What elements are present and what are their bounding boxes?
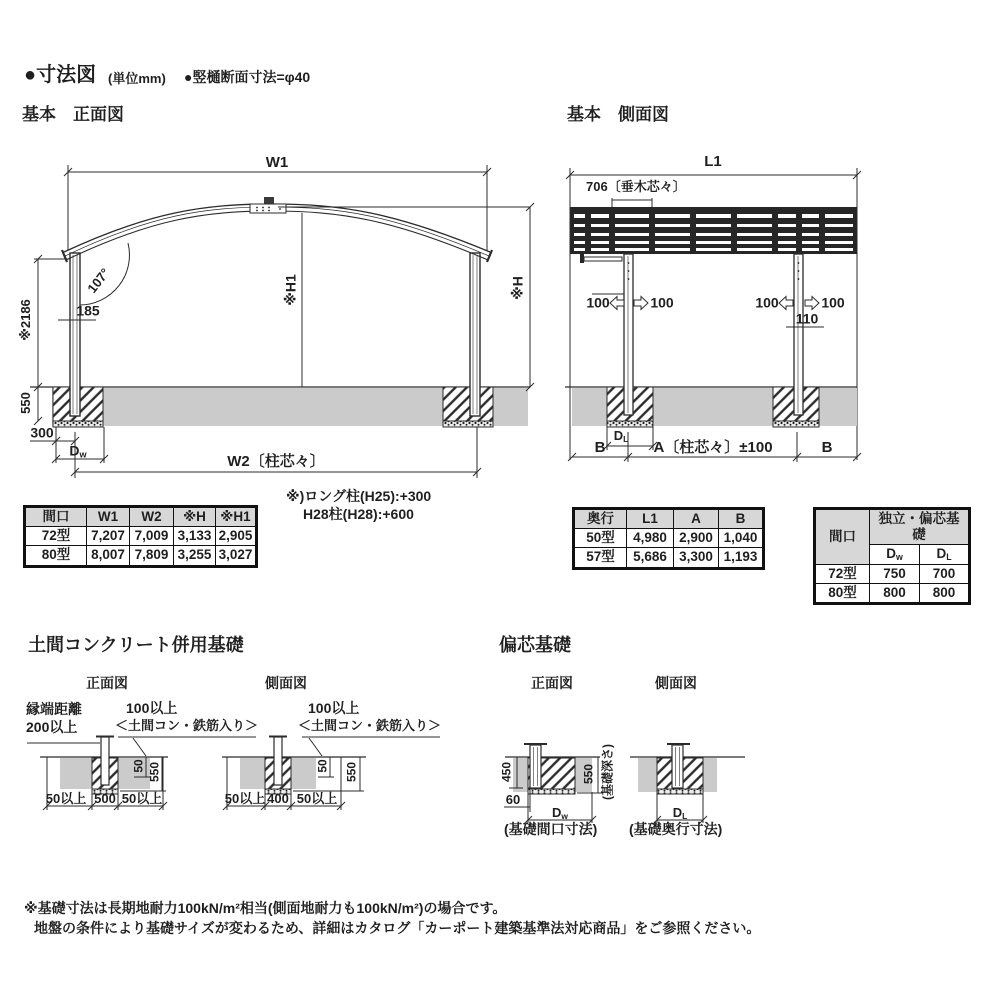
downpipe-note: ●竪樋断面寸法=φ40: [184, 69, 311, 85]
doma-front-bottom-left: 50以上: [45, 790, 87, 806]
ecc-side-caption: (基礎奥行寸法): [629, 821, 723, 837]
header-cell: 奥行: [574, 509, 627, 529]
data-cell: 50型: [574, 529, 627, 548]
dim-l1: L1: [704, 152, 722, 170]
data-cell: 5,686: [627, 548, 674, 568]
edge-distance-label-1: 縁端距離: [26, 701, 82, 717]
dim-a: A〔柱芯々〕±100: [653, 438, 773, 456]
dim-dw-front: Dw: [69, 442, 87, 460]
header-cell: ※H1: [216, 507, 257, 527]
dim-h: ※H: [509, 276, 526, 300]
dim-b-right: B: [821, 438, 833, 456]
doma-min100-front: 100以上: [126, 700, 178, 716]
data-cell: 700: [920, 564, 970, 583]
header-cell: 間口: [25, 507, 87, 527]
data-cell: 2,905: [216, 527, 257, 546]
data-cell: 4,980: [627, 529, 674, 548]
data-cell: 72型: [815, 564, 870, 583]
eccentric-section-title: 偏芯基礎: [499, 635, 571, 655]
doma-side-label: 側面図: [265, 675, 307, 691]
data-cell: 1,193: [719, 548, 764, 568]
doma-front-bottom-center: 500: [94, 790, 116, 806]
header-cell: W1: [87, 507, 130, 527]
data-cell: 80型: [25, 546, 87, 566]
footer-note-line-1: ※基礎寸法は長期地耐力100kN/m²相当(側面地耐力も100kN/m²)の場合です。: [24, 900, 507, 916]
header-cell: 間口: [815, 509, 870, 565]
dim-w2: W2〔柱芯々〕: [227, 452, 325, 470]
doma-min100-side: 100以上: [308, 700, 360, 716]
table-row: [815, 564, 970, 583]
depth-table: [572, 507, 765, 570]
data-cell: 57型: [574, 548, 627, 568]
dim-100-right-b: 100: [821, 294, 845, 311]
dim-110: 110: [795, 310, 819, 327]
doma-front-label: 正面図: [86, 675, 128, 691]
header-cell: B: [719, 509, 764, 529]
doma-rebar-note-side: ＜土間コン・鉄筋入り＞: [298, 718, 442, 733]
page-title: ●寸法図: [24, 64, 97, 86]
data-cell: 7,809: [130, 546, 174, 566]
table-header-row: [25, 507, 257, 527]
data-cell: 3,255: [174, 546, 216, 566]
header-cell: 独立・偏芯基礎: [870, 509, 970, 545]
doma-side-bottom-right: 50以上: [296, 790, 338, 806]
data-cell: 750: [870, 564, 920, 583]
data-cell: 3,133: [174, 527, 216, 546]
foundation-table: [813, 507, 971, 605]
front-view-title: 基本 正面図: [22, 105, 124, 124]
data-cell: 3,300: [674, 548, 719, 568]
data-cell: 72型: [25, 527, 87, 546]
data-cell: 8,007: [87, 546, 130, 566]
side-view-title: 基本 側面図: [567, 105, 669, 124]
dim-100-left-a: 100: [586, 294, 610, 311]
dim-rafter-pitch: 706〔垂木芯々〕: [586, 179, 686, 194]
data-cell: 800: [870, 583, 920, 603]
long-post-note-2: H28柱(H28):+600: [303, 506, 414, 522]
doma-dim-50-side: 50: [315, 759, 330, 773]
front-view-drawing: [30, 165, 534, 478]
ecc-depth-note: (基礎深さ): [600, 744, 615, 800]
data-cell: 3,027: [216, 546, 257, 566]
doma-section-title: 土間コンクリート併用基礎: [28, 635, 244, 655]
ecc-dim-60: 60: [505, 791, 521, 807]
aperture-table: [23, 505, 258, 568]
dim-2186: ※2186: [17, 299, 33, 341]
table-header-row: [574, 509, 764, 529]
dim-100-right-a: 100: [755, 294, 779, 311]
dim-dl-side: DL: [613, 427, 629, 444]
dim-b-left: B: [594, 438, 606, 456]
table-row: [25, 546, 257, 566]
dim-300: 300: [30, 424, 54, 441]
table-header-row: [815, 509, 970, 545]
dim-w1: W1: [265, 153, 289, 171]
data-cell: 2,900: [674, 529, 719, 548]
data-cell: 1,040: [719, 529, 764, 548]
subheader-cell: DL: [920, 545, 970, 564]
data-cell: 7,009: [130, 527, 174, 546]
dim-h1: ※H1: [282, 274, 299, 306]
data-cell: 800: [920, 583, 970, 603]
eccentric-front-label: 正面図: [531, 675, 573, 691]
ecc-dim-dw: Dw: [552, 804, 568, 821]
dim-185: 185: [76, 302, 100, 319]
long-post-note-1: ※)ロング柱(H25):+300: [286, 488, 432, 504]
doma-rebar-note-front: ＜土間コン・鉄筋入り＞: [115, 718, 259, 733]
table-row: [574, 548, 764, 568]
ecc-dim-dl: DL: [672, 804, 688, 821]
footer-note-line-2: 地盤の条件により基礎サイズが変わるため、詳細はカタログ「カーポート建築基準法対応商品」をご参照ください。: [34, 920, 761, 936]
doma-dim-50-front: 50: [131, 759, 146, 773]
unit-note: (単位mm): [108, 71, 166, 86]
ecc-front-caption: (基礎間口寸法): [504, 821, 598, 837]
doma-side-bottom-center: 400: [267, 790, 289, 806]
doma-dim-550-front: 550: [147, 761, 162, 783]
header-cell: W2: [130, 507, 174, 527]
data-cell: 7,207: [87, 527, 130, 546]
data-cell: 80型: [815, 583, 870, 603]
header-cell: L1: [627, 509, 674, 529]
dim-550-front: 550: [17, 392, 33, 414]
header-cell: ※H: [174, 507, 216, 527]
table-row: [574, 529, 764, 548]
doma-side-bottom-left: 50以上: [224, 790, 266, 806]
doma-front-bottom-right: 50以上: [121, 790, 163, 806]
table-row: [815, 583, 970, 603]
doma-dim-550-side: 550: [344, 761, 359, 783]
ecc-dim-450: 450: [499, 761, 514, 783]
dim-100-left-b: 100: [650, 294, 674, 311]
eccentric-side-label: 側面図: [655, 675, 697, 691]
header-cell: A: [674, 509, 719, 529]
ecc-dim-550: 550: [581, 763, 596, 785]
eccentric-foundation-drawing: [504, 744, 745, 824]
dim-angle-107: 107°: [84, 265, 113, 296]
subheader-cell: Dw: [870, 545, 920, 564]
edge-distance-label-2: 200以上: [26, 719, 78, 735]
table-row: [25, 527, 257, 546]
